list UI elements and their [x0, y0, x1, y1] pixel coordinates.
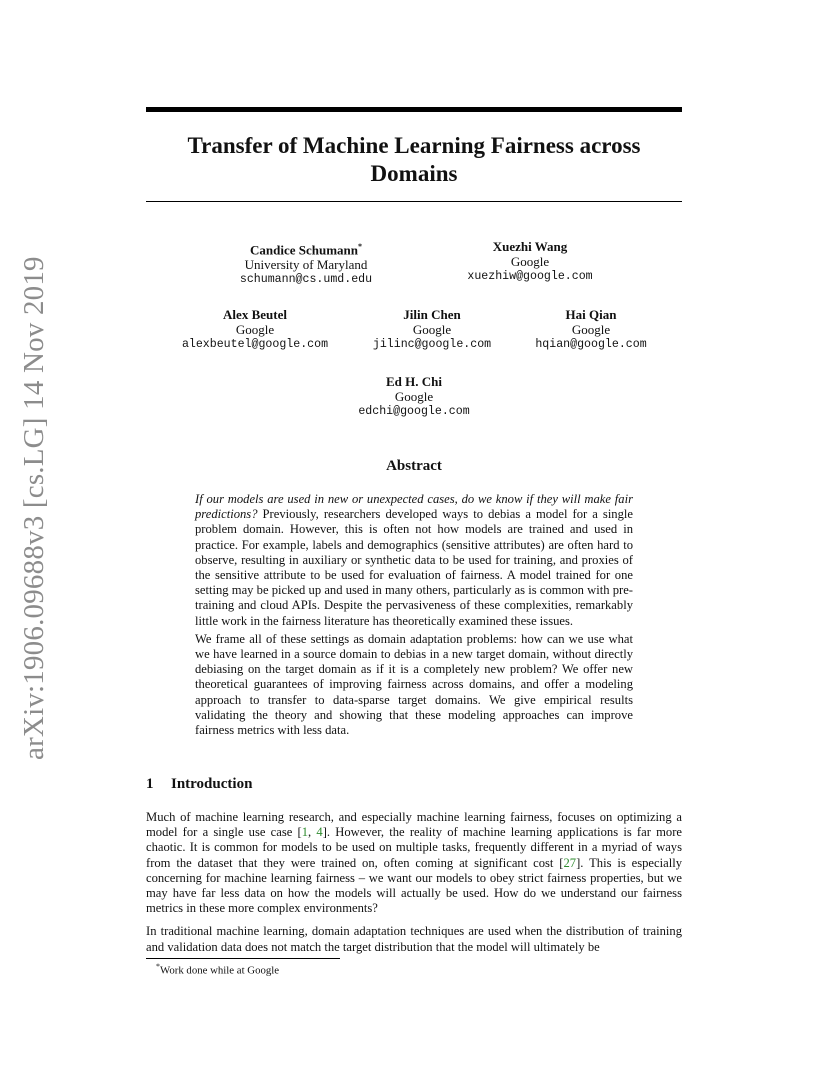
- abstract-heading: Abstract: [386, 458, 442, 474]
- author-affiliation: University of Maryland: [244, 257, 368, 273]
- author-name: Candice Schumann: [250, 242, 358, 258]
- author-block: [430, 239, 630, 284]
- title-bottom-rule: [146, 201, 682, 202]
- author-block: [314, 374, 514, 419]
- body-text: ]. This is especially concerning for machine learning fairness – we want our models to obey strict fairness properties, but we may have far less data on how the models will actually be used. How do we understand our fairness metrics in these more complex environments?: [146, 855, 682, 916]
- citation-separator: ,: [308, 825, 317, 840]
- citation-link[interactable]: 27: [563, 855, 577, 870]
- section-title: Introduction: [171, 776, 253, 792]
- author-name: Jilin Chen: [403, 307, 461, 322]
- citation-link[interactable]: 4: [316, 825, 323, 840]
- abstract-paragraph: [195, 492, 633, 629]
- footnote-text: Work done while at Google: [160, 964, 280, 977]
- author-email: jilinc@google.com: [372, 338, 492, 351]
- author-affiliation: Google: [571, 322, 611, 337]
- author-email: alexbeutel@google.com: [181, 338, 329, 351]
- author-affiliation: Google: [412, 322, 452, 337]
- author-email: edchi@google.com: [358, 405, 470, 418]
- abstract-body: [195, 492, 633, 741]
- abstract-question: If our models are used in new or unexpected cases, do we know if they will make fair predictions?: [195, 492, 633, 522]
- body-paragraph: In traditional machine learning, domain adaptation techniques are used when the distribution of training and validation data does not match the target distribution that the model will ultimately be: [146, 924, 682, 954]
- footnote-mark: *: [156, 962, 160, 971]
- author-email: schumann@cs.umd.edu: [239, 273, 373, 287]
- author-block: [206, 239, 406, 287]
- author-block: [491, 307, 691, 352]
- author-affiliation: Google: [235, 322, 275, 337]
- arxiv-identifier: arXiv:1906.09688v3 [cs.LG] 14 Nov 2019: [18, 256, 50, 760]
- author-block: [155, 307, 355, 352]
- body-text: ]. However, the reality of machine learning applications is far more chaotic. It is common for models to be used on multiple tasks, frequently different in a myriad of ways from the dataset that they were trained on, often coming at significant cost [: [146, 825, 682, 870]
- citation-link[interactable]: 1: [301, 825, 309, 840]
- author-affiliation: Google: [510, 254, 550, 269]
- author-name: Ed H. Chi: [386, 374, 442, 389]
- author-email: xuezhiw@google.com: [467, 270, 593, 283]
- section-body: [146, 810, 682, 963]
- section-number: 1: [146, 776, 154, 792]
- title-top-rule: [146, 107, 682, 112]
- abstract-paragraph: We frame all of these settings as domain adaptation problems: how can we use what we have learned in a source domain to debias in a new target domain, without directly debiasing on the target domain as if it is a completely new problem? We offer new theoretical guarantees of improving fairness across domains, and offer a modeling approach to transfer to data-sparse target domains. We give empirical results validating the theory and showing that these modeling approaches can improve fairness metrics with less data.: [195, 631, 633, 738]
- author-name: Xuezhi Wang: [492, 239, 568, 254]
- section-heading: [146, 776, 252, 793]
- author-name: Alex Beutel: [223, 307, 287, 322]
- body-paragraph: [146, 810, 682, 916]
- footnote-mark: *: [358, 242, 362, 251]
- author-name: Hai Qian: [565, 307, 617, 322]
- paper-title: Transfer of Machine Learning Fairness across Domains: [187, 133, 641, 186]
- footnote: [156, 962, 279, 977]
- footnote-rule: [146, 958, 340, 959]
- author-email: hqian@google.com: [535, 338, 647, 351]
- abstract-text: Previously, researchers developed ways to debias a model for a single problem domain. However, this is often not how models are trained and used in practice. For example, labels and demographics (sensitive attributes) are often hard to observe, resulting in auxiliary or synthetic data to be used for training, and proxies of the sensitive attribute to be used for evaluation of fairness. A model trained for one setting may be picked up and used in many others, particularly as is common with pre-training and cloud APIs. Despite the pervasiveness of these complexities, remarkably little work in the fairness literature has theoretically examined these issues.: [195, 507, 633, 628]
- body-text: Much of machine learning research, and especially machine learning fairness, focuses on optimizing a model for a single use case [: [146, 810, 682, 840]
- author-affiliation: Google: [394, 389, 434, 404]
